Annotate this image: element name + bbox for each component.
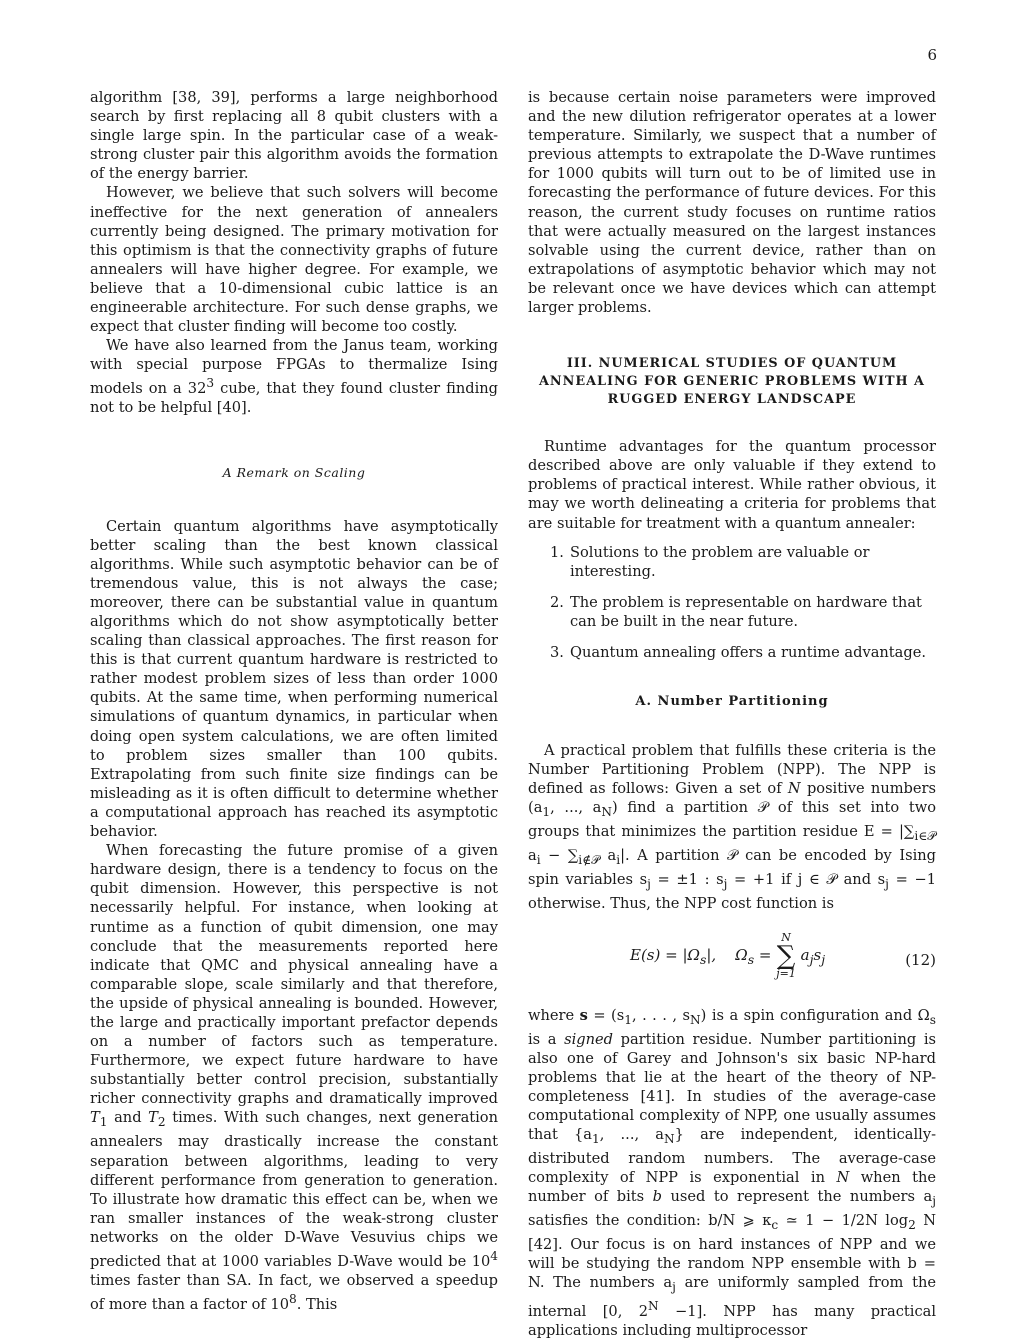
- summation-symbol: N ∑ j=1: [776, 930, 796, 980]
- paragraph: algorithm [38, 39], performs a large neighborhood search by first replacing all 8 qubit clusters with a single large spin. In the particular case of a weak-strong cluster pair this algorithm avoids the formation of the energy barrier.: [90, 89, 498, 183]
- left-column: [90, 88, 498, 1314]
- section-heading: III. NUMERICAL STUDIES OF QUANTUM ANNEALING FOR GENERIC PROBLEMS WITH A RUGGED ENERGY LANDSCAPE: [539, 356, 925, 408]
- list-item: 2. The problem is representable on hardware that can be built in the near future.: [550, 593, 922, 630]
- equation-12: [528, 930, 936, 992]
- remark-heading: A Remark on Scaling: [222, 465, 366, 481]
- paragraph: Runtime advantages for the quantum processor described above are only valuable if they extend to problems of practical interest. While rather obvious, it may we worth delineating a criteria for problems that are suitable for treatment with a quantum annealer:: [528, 438, 936, 532]
- list-item: 1. Solutions to the problem are valuable or interesting.: [550, 543, 870, 580]
- list-item: 3. Quantum annealing offers a runtime advantage.: [550, 643, 926, 661]
- paragraph: We have also learned from the Janus team, working with special purpose FPGAs to thermalize Ising models on a $32^3$ cube, that they found cluster finding not to be helpful [40].: [90, 337, 498, 417]
- paragraph: However, we believe that such solvers will become ineffective for the next generation of annealers currently being designed. The primary motivation for this optimism is that the connectivity graphs of future annealers will have higher degree. For example, we believe that a 10-dimensional cubic lattice is an engineerable architecture. For such dense graphs, we expect that cluster finding will become too costly.: [90, 184, 498, 336]
- paragraph: When forecasting the future promise of a given hardware design, there is a tendency to focus on the qubit dimension. However, this perspective is not necessarily helpful. For instance, when looking at runtime as a function of qubit dimension, one may conclude that the measurements reported here indicate that QMC and physical annealing have a comparable slope, scale similarly and that therefore, the upside of physical annealing is bounded. However, the large and practically important prefactor depends on a number of factors such as temperature. Furthermore, we expect future hardware to have substantially better control precision, substantially richer connectivity graphs and dramatically improved $T_1$ and $T_2$ times. With such changes, next generation annealers may drastically increase the constant separation between algorithms, leading to very different performance from generation to generation. To illustrate how dramatic this effect can be, when we ran smaller instances of the weak-strong cluster networks on the older D-Wave Vesuvius chips we predicted that at 1000 variables D-Wave would be $10^4$ times faster than SA. In fact, we observed a speedup of more than a factor of $10^8$. This: [90, 842, 498, 1313]
- equation-number: (12): [905, 950, 936, 969]
- paragraph: A practical problem that fulfills these criteria is the Number Partitioning Problem (NPP). The NPP is defined as follows: Given a set of N positive numbers ($a_1$, ..., $a_N$) find a partition 𝒫 of this set into two groups that minimizes the partition residue $E = |\sum_{i\in 𝒫}$ $a_i - \sum_{i\notin 𝒫}$ $a_i|$. A partition 𝒫 can be encoded by Ising spin variables $s_j = \pm 1$ : $s_j = +1$ if j ∈ 𝒫 and $s_j = -1$ otherwise. Thus, the NPP cost function is: [528, 742, 936, 913]
- criteria-list: [528, 543, 936, 662]
- equation-body: $E(s) = |\Omega_s|$, $\Omega_s$ = N ∑ j=1 $a_js_j$: [630, 930, 826, 980]
- paragraph: Certain quantum algorithms have asymptotically better scaling than the best known classical algorithms. While such asymptotic behavior can be of tremendous value, this is not always the case; moreover, there can be substantial value in quantum algorithms which do not show asymptotically better scaling than classical approaches. The first reason for this is that current quantum hardware is restricted to rather modest problem sizes of less than order 1000 qubits. At the same time, when performing numerical simulations of quantum dynamics, in particular when doing open system calculations, we are often limited to problem sizes smaller than 100 qubits. Extrapolating from such finite size findings can be misleading as it is often difficult to determine whether a computational approach has reached its asymptotic behavior.: [90, 517, 498, 841]
- subsection-heading: A. Number Partitioning: [635, 694, 829, 710]
- paragraph: is because certain noise parameters were improved and the new dilution refrigerator operates at a lower temperature. Similarly, we suspect that a number of previous attempts to extrapolate the D-Wave runtimes for 1000 qubits will turn out to be of limited use in forecasting the performance of future devices. For this reason, the current study focuses on runtime ratios that were actually measured on the largest instances solvable using the current device, rather than on extrapolations of asymptotic behavior which may not be relevant once we have devices which can attempt larger problems.: [528, 89, 936, 317]
- paragraph: where $s = (s_1$, . . . , $s_N$) is a spin configuration and $\Omega_s$ is a signed partition residue. Number partitioning is also one of Garey and Johnson's six basic NP-hard problems that lie at the heart of the theory of NP-completeness [41]. In studies of the average-case computational complexity of NPP, one usually assumes that {$a_1$, ..., $a_N$} are independent, identically-distributed random numbers. The average-case complexity of NPP is exponential in N when the number of bits b used to represent the numbers $a_j$ satisfies the condition: b/N ⩾ $\kappa_c$ ≃ 1 − 1/2N $\log_2 N$ [42]. Our focus is on hard instances of NPP and we will be studying the random NPP ensemble with b = N. The numbers $a_j$ are uniformly sampled from the internal [0, $2^N -1$]. NPP has many practical applications including multiprocessor: [528, 1006, 937, 1340]
- right-column: [528, 88, 936, 1340]
- page-number: 6: [927, 46, 937, 64]
